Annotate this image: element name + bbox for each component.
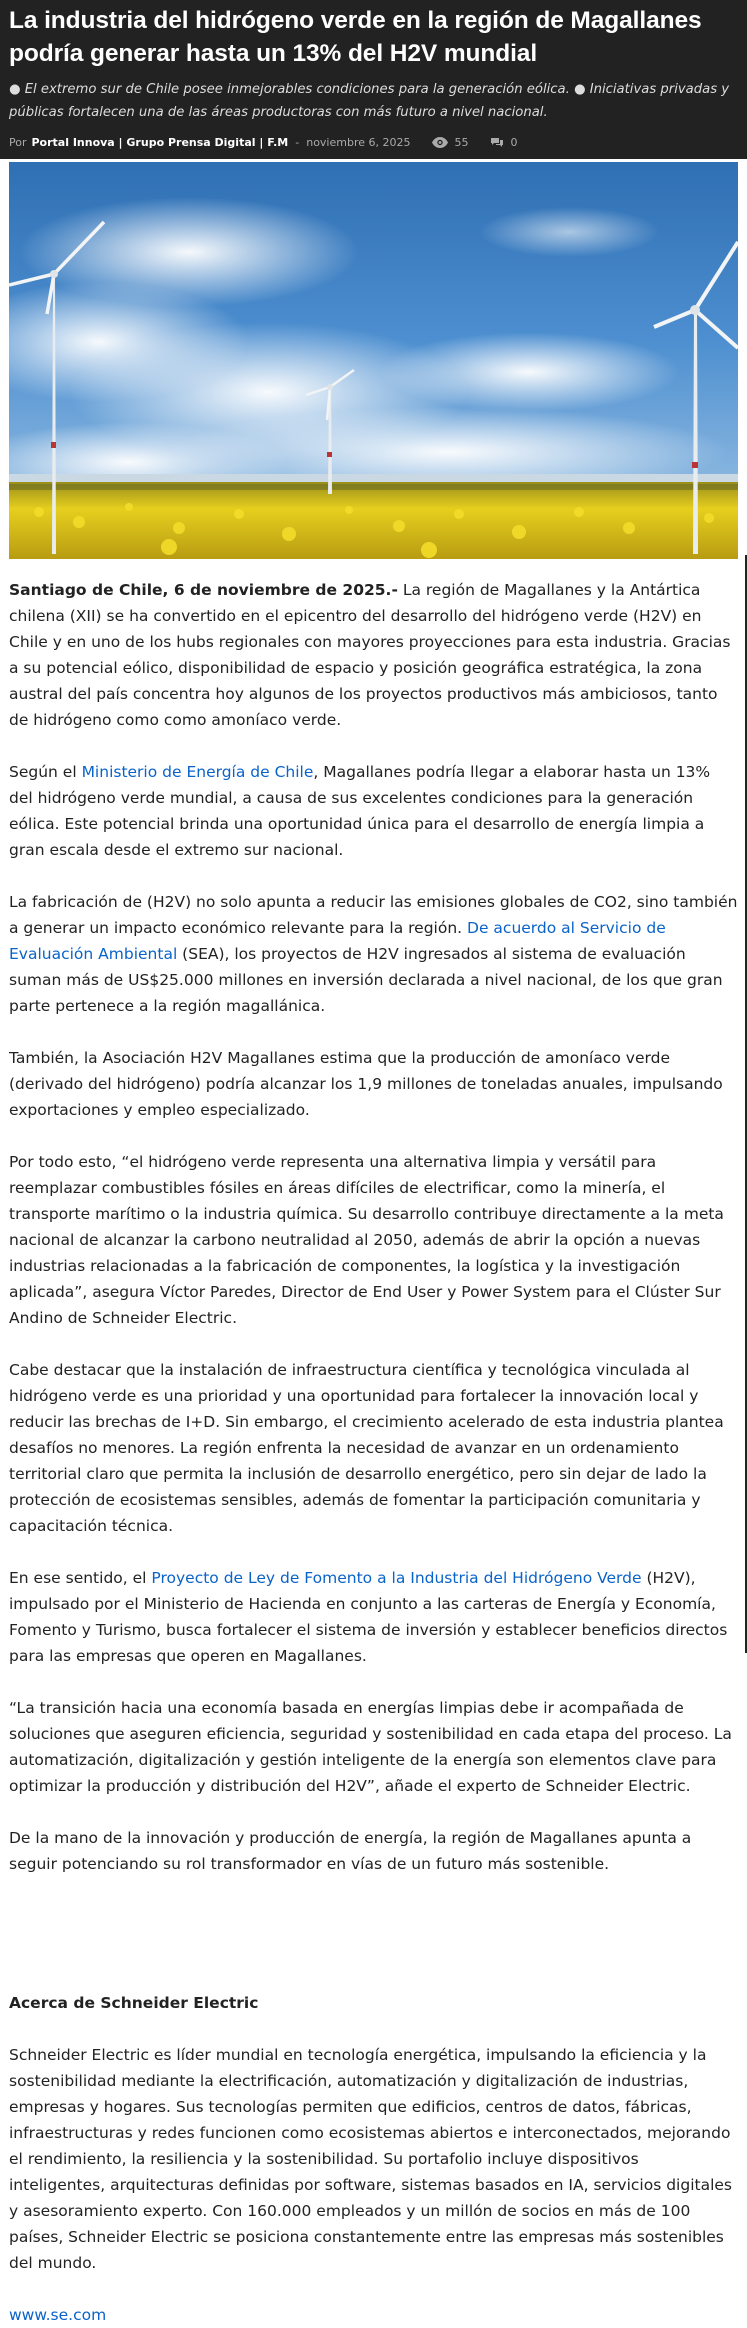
eye-icon — [432, 137, 448, 148]
ministerio-energia-link[interactable]: Ministerio de Energía de Chile — [81, 763, 314, 781]
article-header — [0, 0, 747, 159]
wind-turbines-image — [9, 162, 738, 559]
paragraph-3 — [9, 889, 738, 1019]
paragraph-7-post: (H2V), impulsado por el Ministerio de Hacienda en conjunto a las carteras de Energía y Economía, Fomento y Turismo, busca fortalecer el sistema de inversión y establecer beneficios directos para las empresas que operen en Magallanes. — [9, 1569, 728, 1665]
publish-date: noviembre 6, 2025 — [306, 136, 411, 149]
paragraph-7 — [9, 1565, 738, 1669]
article-body — [0, 577, 747, 2328]
paragraph-9: De la mano de la innovación y producción de energía, la región de Magallanes apunta a seguir potenciando su rol transformador en vías de un futuro más sostenible. — [9, 1829, 692, 1873]
hero-image — [9, 162, 738, 559]
paragraph-2-pre: Según el — [9, 763, 82, 781]
paragraph-7-pre: En ese sentido, el — [9, 1569, 152, 1587]
comments-value: 0 — [510, 136, 518, 149]
paragraph-5: Por todo esto, “el hidrógeno verde representa una alternativa limpia y versátil para reemplazar combustibles fósiles en áreas difíciles de electrificar, como la minería, el transporte marítimo o la industria química. Su desarrollo contribuye directamente a la meta nacional de alcanzar la carbono neutralidad al 2050, además de abrir la opción a nuevas industrias relacionadas a la fabricación de componentes, la logística y la investigación aplicada”, asegura Víctor Paredes, Director de End User y Power System para el Clúster Sur Andino de Schneider Electric. — [9, 1153, 724, 1327]
paragraph-2 — [9, 759, 738, 863]
dateline: Santiago de Chile, 6 de noviembre de 2025.- — [9, 581, 398, 599]
views-count — [432, 136, 468, 149]
se-website-link[interactable]: www.se.com — [9, 2306, 107, 2324]
paragraph-2-post: , Magallanes podría llegar a elaborar hasta un 13% del hidrógeno verde mundial, a causa de sus excelentes condiciones para la generación eólica. Este potencial brinda una oportunidad única para el desarrollo de energía limpia a gran escala desde el extremo sur nacional. — [9, 763, 711, 859]
author-link[interactable]: Portal Innova | Grupo Prensa Digital | F.M — [31, 136, 289, 149]
proyecto-ley-link[interactable]: Proyecto de Ley de Fomento a la Industria del Hidrógeno Verde — [151, 1569, 642, 1587]
sea-link[interactable]: De acuerdo al Servicio de Evaluación Ambiental — [9, 919, 666, 963]
about-heading: Acerca de Schneider Electric — [9, 1994, 259, 2012]
paragraph-3-post: (SEA), los proyectos de H2V ingresados al sistema de evaluación suman más de US$25.000 millones en inversión declarada a nivel nacional, de los que gran parte pertenece a la región magallánica. — [9, 945, 723, 1015]
meta-separator: - — [295, 136, 300, 149]
by-label: Por — [9, 136, 27, 149]
paragraph-1 — [9, 577, 738, 733]
paragraph-1-text: La región de Magallanes y la Antártica chilena (XII) se ha convertido en el epicentro del desarrollo del hidrógeno verde (H2V) en Chile y en uno de los hubs regionales con mayores proyecciones para esta industria. Gracias a su potencial eólico, disponibilidad de espacio y posición geográfica estratégica, la zona austral del país concentra hoy algunos de los proyectos productivos más ambiciosos, tanto de hidrógeno como como amoníaco verde. — [9, 581, 731, 729]
article-meta — [9, 136, 737, 149]
comments-count[interactable] — [490, 136, 517, 149]
paragraph-6: Cabe destacar que la instalación de infraestructura científica y tecnológica vinculada al hidrógeno verde es una prioridad y una oportunidad para fortalecer la innovación local y reducir las brechas de I+D. Sin embargo, el crecimiento acelerado de esta industria plantea desafíos no menores. La región enfrenta la necesidad de avanzar en un ordenamiento territorial claro que permita la inclusión de desarrollo energético, pero sin dejar de lado la protección de ecosistemas sensibles, además de fomentar la participación comunitaria y capacitación técnica. — [9, 1361, 724, 1535]
paragraph-8: “La transición hacia una economía basada en energías limpias debe ir acompañada de soluciones que aseguren eficiencia, seguridad y sostenibilidad en cada etapa del proceso. La automatización, digitalización y gestión inteligente de la energía son elementos clave para optimizar la producción y distribución del H2V”, añade el experto de Schneider Electric. — [9, 1699, 732, 1795]
article-title: La industria del hidrógeno verde en la región de Magallanes podría generar hasta un 13% del H2V mundial — [9, 7, 702, 67]
paragraph-3-pre: La fabricación de (H2V) no solo apunta a reducir las emisiones globales de CO2, sino también a generar un impacto económico relevante para la región. — [9, 893, 738, 937]
views-value: 55 — [454, 136, 469, 149]
comments-icon — [490, 137, 504, 148]
article-subtitle: ● El extremo sur de Chile posee inmejorables condiciones para la generación eólica. ● Iniciativas privadas y públicas fortalecen una de las áreas productoras con más futuro a nivel nacional. — [9, 82, 730, 120]
paragraph-4: También, la Asociación H2V Magallanes estima que la producción de amoníaco verde (derivado del hidrógeno) podría alcanzar los 1,9 millones de toneladas anuales, impulsando exportaciones y empleo especializado. — [9, 1049, 723, 1119]
about-paragraph: Schneider Electric es líder mundial en tecnología energética, impulsando la eficiencia y la sostenibilidad mediante la electrificación, automatización y digitalización de industrias, empresas y hogares. Sus tecnologías permiten que edificios, centros de datos, fábricas, infraestructuras y redes funcionen como ecosistemas abiertos e interconectados, mejorando el rendimiento, la resiliencia y la sostenibilidad. Su portafolio incluye dispositivos inteligentes, arquitecturas definidas por software, sistemas basados en IA, servicios digitales y asesoramiento experto. Con 160.000 empleados y un millón de socios en más de 100 países, Schneider Electric se posiciona constantemente entre las empresas más sostenibles del mundo. — [9, 2046, 733, 2272]
site-link-paragraph — [9, 2302, 738, 2328]
